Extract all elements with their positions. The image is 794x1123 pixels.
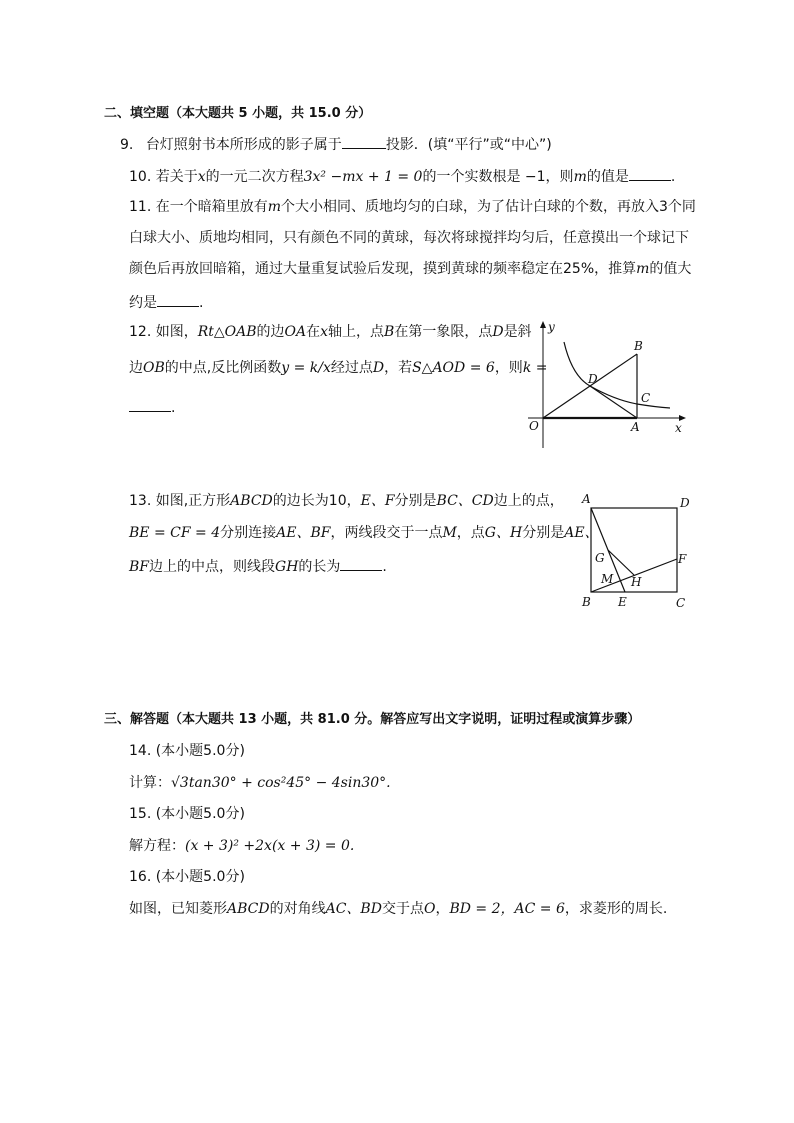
q13-text-2b: ，两线段交于一点 bbox=[330, 525, 443, 541]
q11-text-3a: 颜色后再放回暗箱，通过大量重复试验后发现，摸到黄球的频率稳定在25%，推算 bbox=[129, 261, 637, 277]
q9-text-2: 投影．(填“平行”或“中心”) bbox=[385, 137, 552, 153]
question-12-line2 bbox=[129, 359, 547, 377]
question-12-line1 bbox=[129, 323, 532, 341]
q13-text-2d: 分别是 bbox=[522, 525, 565, 541]
q12-area: S△AOD = 6 bbox=[412, 360, 495, 376]
q14-text: 计算： bbox=[129, 775, 171, 791]
q10-number: 10. bbox=[129, 169, 152, 185]
q11-var-m-2: m bbox=[636, 261, 650, 277]
q12-text-2d: ，若 bbox=[384, 360, 413, 376]
q11-var-m: m bbox=[267, 199, 281, 215]
q12-end: . bbox=[171, 400, 176, 416]
figure-12 bbox=[520, 318, 690, 458]
q12-oa: OA bbox=[284, 324, 307, 340]
question-9 bbox=[120, 134, 552, 154]
question-13-line3 bbox=[129, 556, 387, 576]
question-12-line3 bbox=[129, 397, 175, 417]
q10-text-4: 的值是 bbox=[586, 169, 629, 185]
fig13-label-f: F bbox=[678, 552, 687, 566]
q13-bf: BF bbox=[129, 559, 150, 575]
question-11-line4 bbox=[129, 292, 203, 312]
q12-text-2a: 边 bbox=[129, 360, 143, 376]
fig12-label-c: C bbox=[641, 391, 651, 405]
fig13-label-m: M bbox=[601, 572, 614, 586]
question-15-body bbox=[129, 837, 354, 855]
fig12-label-d: D bbox=[588, 372, 598, 386]
q13-text-2c: ，点 bbox=[456, 525, 485, 541]
question-14-head: 14. (本小题5.0分) bbox=[129, 743, 245, 759]
q16-rhombus: ABCD bbox=[227, 901, 270, 917]
q11-blank bbox=[157, 292, 199, 307]
q12-x: x bbox=[320, 324, 329, 340]
q16-text-e: ，求菱形的周长. bbox=[564, 901, 668, 917]
question-11-line1 bbox=[129, 198, 696, 216]
fig13-label-g: G bbox=[595, 551, 605, 565]
fig13-label-d: D bbox=[680, 496, 690, 510]
q13-end: . bbox=[382, 559, 387, 575]
fig12-label-y: y bbox=[548, 320, 555, 334]
q13-ef: E、F bbox=[360, 493, 395, 509]
q15-expression: (x + 3)² +2x(x + 3) = 0. bbox=[185, 838, 355, 854]
q12-blank bbox=[129, 397, 171, 412]
fig12-label-o: O bbox=[529, 419, 539, 433]
fig13-label-c: C bbox=[676, 596, 686, 610]
q16-text-b: 的对角线 bbox=[269, 901, 326, 917]
q13-ae-bf: AE、BF bbox=[276, 525, 331, 541]
section2-title: 二、填空题（本大题共 5 小题，共 15.0 分） bbox=[104, 106, 372, 121]
q12-text-1c: 在 bbox=[306, 324, 321, 340]
section3-title: 三、解答题（本大题共 13 小题，共 81.0 分。解答应写出文字说明，证明过程或演算步骤） bbox=[104, 712, 641, 727]
q13-text-1a: 13. 如图,正方形 bbox=[129, 493, 231, 509]
q12-point-b: B bbox=[384, 324, 395, 340]
q16-text-a: 如图，已知菱形 bbox=[129, 901, 227, 917]
fig13-label-h: H bbox=[631, 575, 642, 589]
q10-text: 若关于 bbox=[155, 169, 198, 185]
q10-var-m: m bbox=[573, 169, 587, 185]
q13-text-2a: 分别连接 bbox=[220, 525, 277, 541]
q12-ob: OB bbox=[143, 360, 165, 376]
q10-blank bbox=[629, 166, 671, 181]
q13-gh-2: GH bbox=[275, 559, 299, 575]
q12-point-d-2: D bbox=[372, 360, 385, 376]
q16-point-o: O bbox=[423, 901, 436, 917]
q12-point-d: D bbox=[492, 324, 504, 340]
q16-text-d: ， bbox=[435, 901, 450, 917]
q12-text-1e: 在第一象限，点 bbox=[394, 324, 493, 340]
q12-triangle: Rt△OAB bbox=[197, 324, 257, 340]
q13-bc-cd: BC、CD bbox=[436, 493, 494, 509]
q10-var-x: x bbox=[197, 169, 206, 185]
q13-text-1b: 的边长为10， bbox=[272, 493, 361, 509]
question-11-line2: 白球大小、质地均相同，只有颜色不同的黄球，每次将球搅拌均匀后，任意摸出一个球记下 bbox=[129, 230, 689, 246]
question-16-head: 16. (本小题5.0分) bbox=[129, 869, 245, 885]
q12-text-1a: 12. 如图， bbox=[129, 324, 198, 340]
figure-13 bbox=[577, 492, 697, 612]
q13-text-1c: 分别是 bbox=[394, 493, 437, 509]
fig12-hyperbola bbox=[564, 342, 670, 408]
q13-text-3b: 的长为 bbox=[298, 559, 341, 575]
q13-m: M bbox=[442, 525, 457, 541]
q11-text-1a: 11. 在一个暗箱里放有 bbox=[129, 199, 268, 215]
q11-text-4: 约是 bbox=[129, 295, 157, 311]
fig13-label-a: A bbox=[582, 492, 591, 506]
q12-text-1d: 轴上，点 bbox=[328, 324, 385, 340]
q12-text-2c: 经过点 bbox=[330, 360, 373, 376]
q9-blank bbox=[342, 134, 386, 149]
q16-diagonals: AC、BD bbox=[325, 901, 382, 917]
q10-end: . bbox=[670, 169, 676, 185]
q13-text-3a: 边上的中点，则线段 bbox=[149, 559, 276, 575]
question-11-line3 bbox=[129, 260, 691, 278]
fig13-label-b: B bbox=[582, 595, 591, 609]
q16-text-c: 交于点 bbox=[381, 901, 424, 917]
q9-text: 台灯照射书本所形成的影子属于 bbox=[145, 137, 342, 153]
q10-text-3: 的一个实数根是 −1，则 bbox=[422, 169, 574, 185]
fig12-label-b: B bbox=[634, 339, 643, 353]
fig12-label-x: x bbox=[675, 421, 682, 435]
q16-lengths: BD = 2，AC = 6 bbox=[449, 901, 565, 917]
q15-text: 解方程： bbox=[129, 838, 185, 854]
q13-ae-2: AE、 bbox=[564, 525, 599, 541]
q14-expression: √3tan30° + cos²45° − 4sin30°. bbox=[171, 775, 391, 791]
question-10 bbox=[129, 166, 675, 186]
q13-gh: G、H bbox=[484, 525, 523, 541]
q13-blank bbox=[340, 556, 382, 571]
question-13-line1 bbox=[129, 492, 564, 510]
q13-square: ABCD bbox=[230, 493, 273, 509]
q10-text-2: 的一元二次方程 bbox=[205, 169, 304, 185]
q11-text-1b: 个大小相同、质地均匀的白球，为了估计白球的个数，再放入3个同 bbox=[281, 199, 696, 215]
q13-text-1d: 边上的点， bbox=[493, 493, 564, 509]
fig12-y-arrow bbox=[540, 321, 546, 328]
q12-k: k = bbox=[522, 360, 548, 376]
q13-equation: BE = CF = 4 bbox=[129, 525, 221, 541]
q9-number: 9. bbox=[120, 137, 134, 153]
question-14-body bbox=[129, 774, 391, 792]
question-16-body bbox=[129, 900, 667, 918]
q11-end: . bbox=[199, 295, 204, 311]
q12-text-1f: 是斜 bbox=[503, 324, 532, 340]
q10-equation: 3x² −mx + 1 = 0 bbox=[303, 169, 423, 185]
question-15-head: 15. (本小题5.0分) bbox=[129, 806, 245, 822]
question-13-line2 bbox=[129, 524, 599, 542]
q12-text-2b: 的中点,反比例函数 bbox=[164, 360, 282, 376]
q12-text-1b: 的边 bbox=[256, 324, 285, 340]
q12-function: y = k/x bbox=[281, 360, 331, 376]
fig13-label-e: E bbox=[618, 595, 627, 609]
q12-text-2e: ，则 bbox=[494, 360, 523, 376]
q11-text-3b: 的值大 bbox=[649, 261, 692, 277]
fig12-label-a: A bbox=[631, 420, 640, 434]
